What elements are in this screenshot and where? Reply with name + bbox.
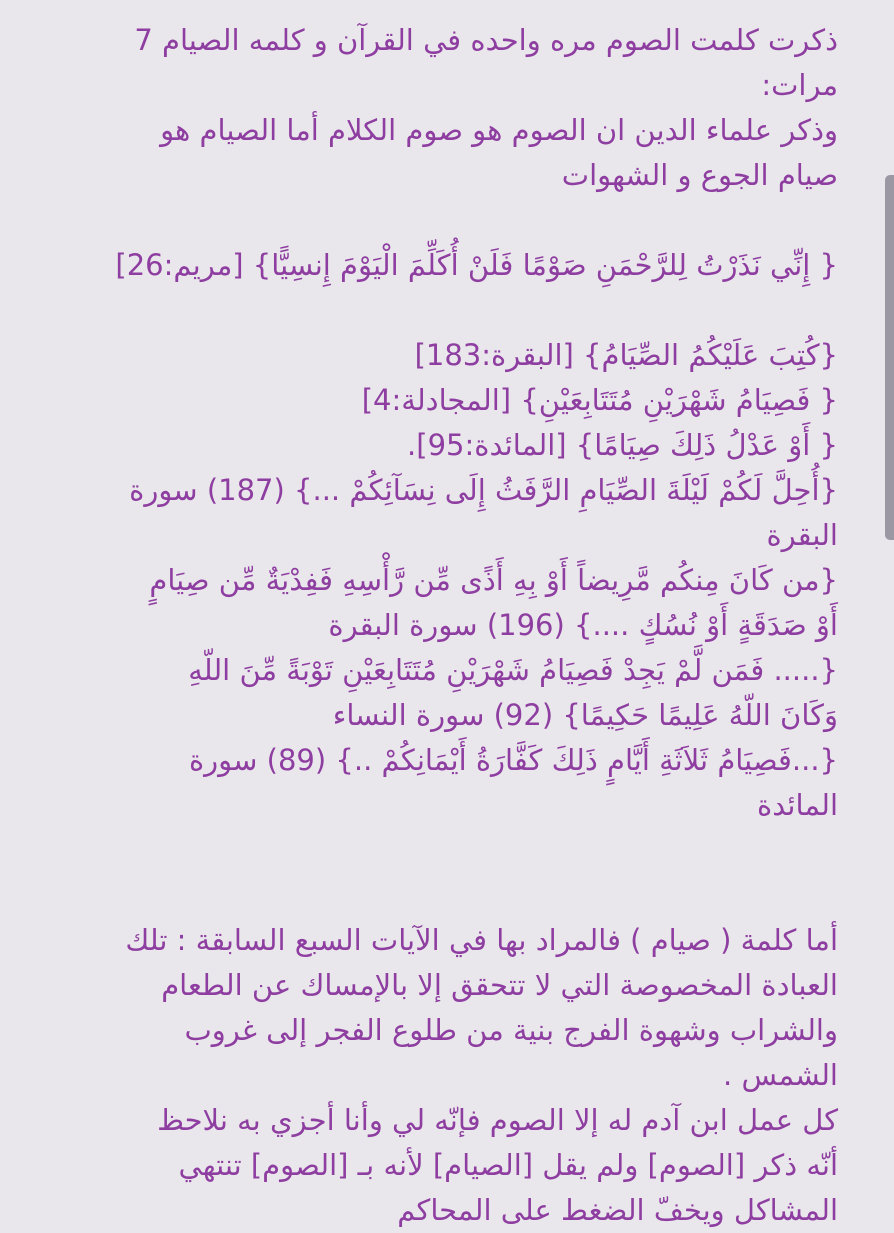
scrollbar[interactable]	[885, 175, 894, 540]
blank-line	[68, 873, 838, 918]
blank-line	[68, 198, 838, 243]
text-line: { فَصِيَامُ شَهْرَيْنِ مُتَتَابِعَيْنِ} [المجادلة:4]	[361, 383, 838, 417]
text-line: المشاكل ويخفّ الضغط على المحاكم	[397, 1193, 838, 1227]
text-line: أنّه ذكر [الصوم] ولم يقل [الصيام] لأنه بـ [الصوم] تنتهي	[178, 1148, 838, 1182]
text-line: {من كَانَ مِنكُم مَّرِيضاً أَوْ بِهِ أَذًى مِّن رَّأْسِهِ فَفِدْيَةٌ مِّن صِيَامٍ	[149, 563, 838, 597]
note-text	[68, 18, 838, 1233]
text-line: الشمس .	[723, 1058, 838, 1092]
text-line: وَكَانَ اللّهُ عَلِيمًا حَكِيمًا} (92) سورة النساء	[332, 698, 838, 732]
text-line: المائدة	[757, 788, 838, 822]
text-line: {أُحِلَّ لَكُمْ لَيْلَةَ الصِّيَامِ الرَّفَثُ إِلَى نِسَآئِكُمْ ...} (187) سورة	[129, 473, 838, 507]
text-line: { أَوْ عَدْلُ ذَلِكَ صِيَامًا} [المائدة:95].	[407, 428, 838, 462]
blank-line	[68, 828, 838, 873]
text-line: {كُتِبَ عَلَيْكُمُ الصِّيَامُ} [البقرة:183]	[414, 338, 838, 372]
text-line: أَوْ صَدَقَةٍ أَوْ نُسُكٍ ....} (196) سورة البقرة	[328, 608, 838, 642]
text-line: {...فَصِيَامُ ثَلاَثَةِ أَيَّامٍ ذَلِكَ كَفَّارَةُ أَيْمَانِكُمْ ..} (89) سورة	[188, 743, 838, 777]
text-line: كل عمل ابن آدم له إلا الصوم فإنّه لي وأنا أجزي به نلاحظ	[157, 1103, 838, 1137]
text-line: وذكر علماء الدين ان الصوم هو صوم الكلام أما الصيام هو	[160, 113, 838, 147]
text-line: البقرة	[766, 518, 838, 552]
text-line: والشراب وشهوة الفرج بنية من طلوع الفجر إلى غروب	[184, 1013, 838, 1047]
text-line: أما كلمة ( صيام ) فالمراد بها في الآيات السبع السابقة : تلك	[125, 923, 838, 957]
text-line: ذكرت كلمت الصوم مره واحده في القرآن و كلمه الصيام 7	[134, 23, 838, 57]
text-line: مرات:	[761, 68, 838, 102]
text-line: { إِنِّي نَذَرْتُ لِلرَّحْمَنِ صَوْمًا فَلَنْ أُكَلِّمَ الْيَوْمَ إِنسِيًّا} [مريم:26]	[115, 248, 838, 282]
text-line: العبادة المخصوصة التي لا تتحقق إلا بالإمساك عن الطعام	[161, 968, 838, 1002]
blank-line	[68, 288, 838, 333]
text-line: صيام الجوع و الشهوات	[561, 158, 838, 192]
text-line: {..... فَمَن لَّمْ يَجِدْ فَصِيَامُ شَهْرَيْنِ مُتَتَابِعَيْنِ تَوْبَةً مِّنَ اللّهِ	[188, 653, 838, 687]
